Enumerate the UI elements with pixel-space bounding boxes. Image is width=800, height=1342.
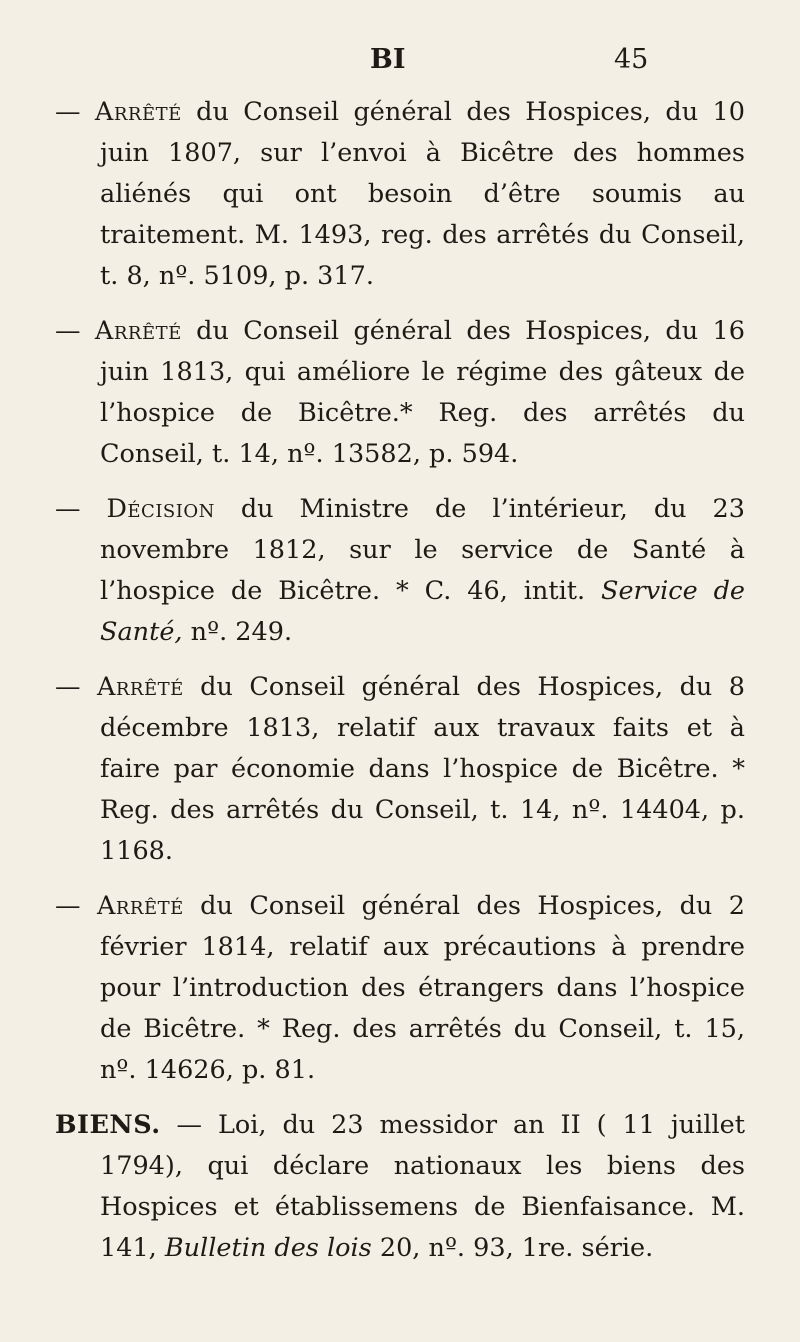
entry-italic-title: Service de Santé,	[100, 576, 745, 647]
entry-dash: —	[55, 672, 97, 702]
entry-text: du Ministre de l’intérieur, du 23 novembre 1812, sur le service de Santé à l’hospice de Bicêtre. * C. 46, intit.	[100, 494, 745, 606]
entry-keyword: Arrêté	[94, 316, 182, 346]
entry-dash: —	[55, 97, 95, 127]
entry-keyword: Décision	[106, 494, 215, 524]
entry-dash: —	[55, 891, 97, 921]
entry-text: du Conseil général des Hospices, du 8 décembre 1813, relatif aux travaux faits et à faire par économie dans l’hospice de Bicêtre. * Reg. des arrêtés du Conseil, t. 14, nº. 14404, p. 1168.	[100, 672, 745, 866]
entry-decision-1812	[55, 489, 745, 653]
entry-text: — Loi, du 23 messidor an II ( 11 juillet 1794), qui déclare nationaux les biens des Hospices et établissemens de Bienfaisance. M. 141,	[100, 1110, 745, 1263]
entry-arrete-1807	[55, 92, 745, 297]
entry-italic-title: Bulletin des lois	[164, 1233, 372, 1263]
entry-text: du Conseil général des Hospices, du 16 juin 1813, qui améliore le régime des gâteux de l’hospice de Bicêtre.* Reg. des arrêtés du Conseil, t. 14, nº. 13582, p. 594.	[100, 316, 746, 469]
entry-arrete-1813-june	[55, 311, 745, 475]
entry-text-after: 20, nº. 93, 1re. série.	[371, 1233, 654, 1263]
entry-biens	[55, 1105, 745, 1269]
entry-keyword: Arrêté	[94, 97, 182, 127]
running-head: BI	[370, 44, 406, 75]
entry-keyword: Arrêté	[96, 891, 184, 921]
entry-text-after: nº. 249.	[182, 617, 293, 647]
entry-dash: —	[55, 316, 95, 346]
entry-dash: —	[55, 494, 107, 524]
page-header	[0, 44, 800, 84]
page-number: 45	[614, 44, 649, 75]
entry-heading: BIENS.	[55, 1110, 161, 1140]
page-body	[55, 92, 745, 1283]
entry-keyword: Arrêté	[96, 672, 184, 702]
entry-arrete-1813-dec	[55, 667, 745, 872]
entry-text: du Conseil général des Hospices, du 10 juin 1807, sur l’envoi à Bicêtre des hommes aliénés qui ont besoin d’être soumis au traitement. M. 1493, reg. des arrêtés du Conseil, t. 8, nº. 5109, p. 317.	[100, 97, 746, 291]
entry-arrete-1814	[55, 886, 745, 1091]
entry-text: du Conseil général des Hospices, du 2 février 1814, relatif aux précautions à prendre pour l’introduction des étrangers dans l’hospice de Bicêtre. * Reg. des arrêtés du Conseil, t. 15, nº. 14626, p. 81.	[100, 891, 745, 1085]
